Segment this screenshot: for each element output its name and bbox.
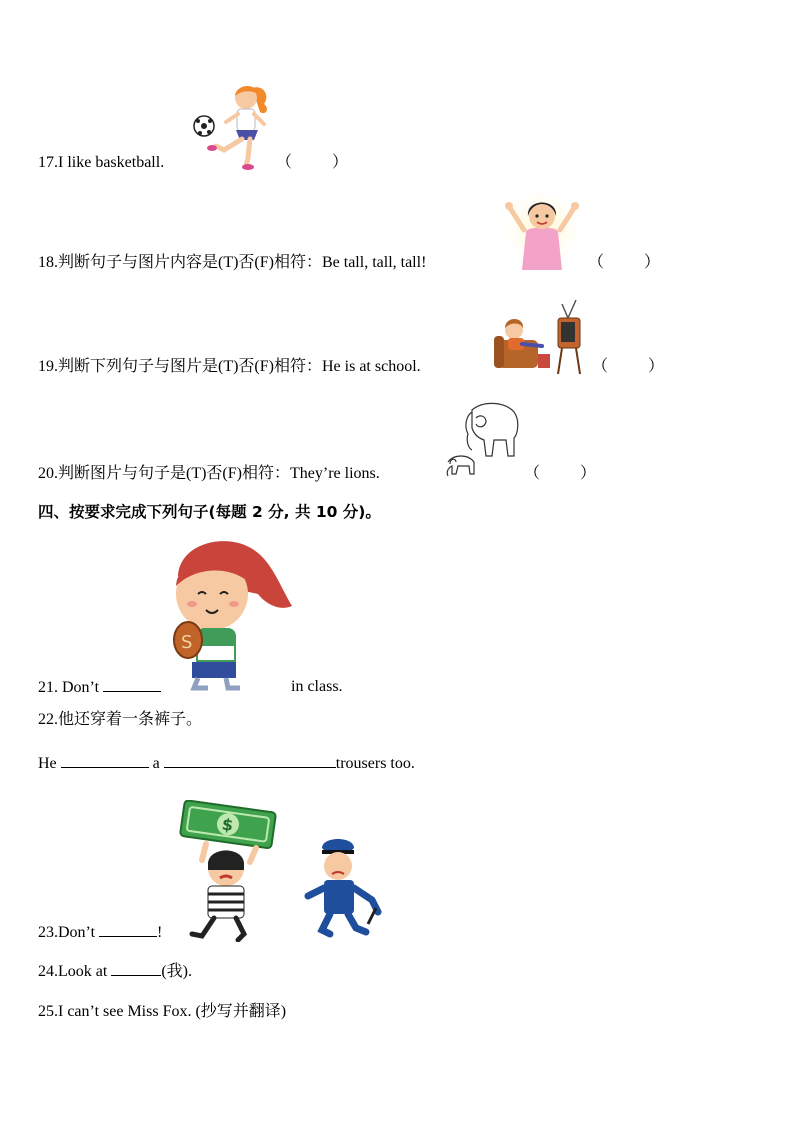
thief-and-police-image	[178, 800, 394, 942]
question-19: 19.判断下列句子与图片是(T)否(F)相符：He is at school.	[38, 358, 421, 375]
boy-watching-tv-image	[490, 296, 590, 376]
svg-text:$: $	[220, 814, 235, 835]
q23-end: !	[157, 924, 163, 941]
question-22-prompt: 22.他还穿着一条裤子。	[38, 711, 203, 728]
q21-prefix: 21. Don’t	[38, 679, 100, 696]
svg-text:S: S	[181, 632, 193, 653]
question-24	[38, 961, 192, 982]
boy-eating-image	[168, 536, 294, 692]
q24-blank[interactable]	[111, 961, 161, 976]
girl-arms-up-image	[500, 186, 584, 270]
question-23	[38, 922, 162, 943]
q21-blank[interactable]	[103, 677, 161, 692]
q24-tail: (我).	[161, 963, 192, 980]
answer-paren-17[interactable]: （ ）	[276, 154, 349, 171]
answer-paren-20[interactable]: （ ）	[524, 465, 597, 482]
question-20: 20.判断图片与句子是(T)否(F)相符：They’re lions.	[38, 465, 380, 482]
q23-text: 23.Don’t	[38, 924, 96, 941]
q23-blank[interactable]	[99, 922, 157, 937]
answer-paren-18[interactable]: （ ）	[588, 254, 661, 271]
q21-suffix: in class.	[291, 678, 343, 695]
q22-blank-1[interactable]	[61, 753, 149, 768]
q24-text: 24.Look at	[38, 963, 108, 980]
q22-blank-2[interactable]	[164, 753, 336, 768]
q22-a: a	[152, 755, 160, 772]
question-18: 18.判断句子与图片内容是(T)否(F)相符：Be tall, tall, tall!	[38, 254, 427, 271]
question-25: 25.I can’t see Miss Fox. (抄写并翻译)	[38, 1003, 287, 1020]
q22-tail: trousers too.	[335, 755, 415, 772]
elephants-image	[444, 400, 524, 482]
question-17: 17.I like basketball.	[38, 154, 165, 171]
question-21	[38, 677, 161, 698]
answer-paren-19[interactable]: （ ）	[592, 358, 665, 375]
question-22	[38, 753, 415, 774]
girl-kicking-ball-image	[190, 82, 272, 170]
section-4-heading: 四、按要求完成下列句子(每题 2 分, 共 10 分)。	[38, 503, 381, 521]
q22-he: He	[38, 755, 57, 772]
